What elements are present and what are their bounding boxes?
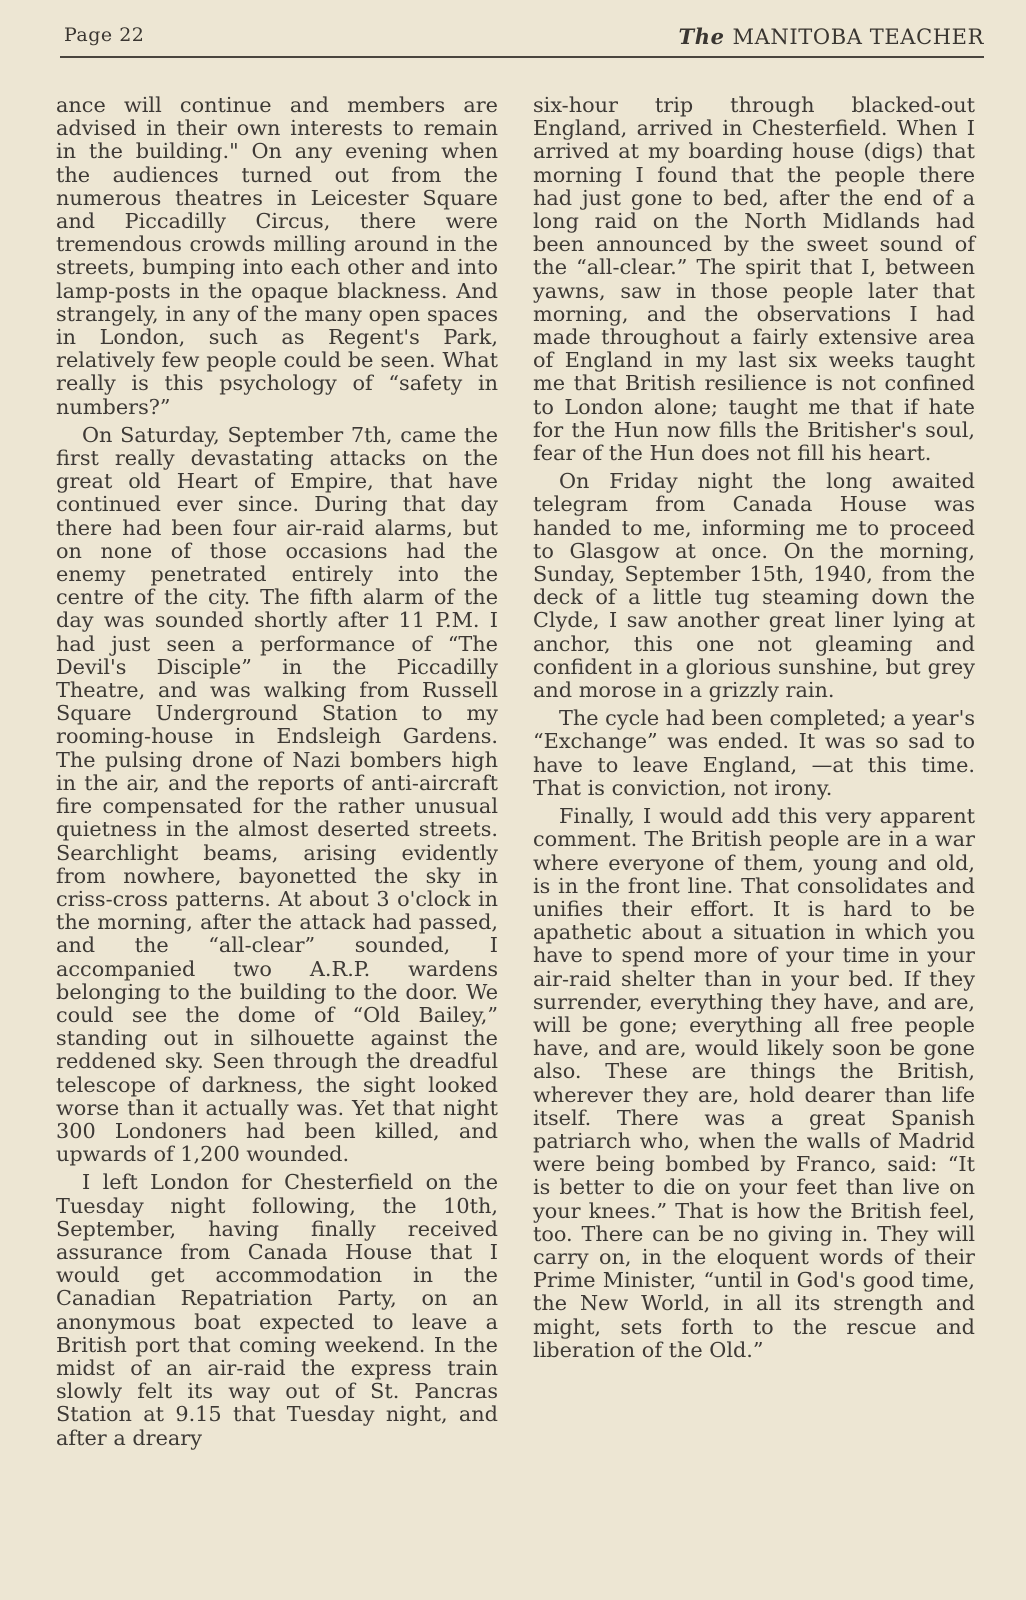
header-rule	[60, 56, 984, 58]
right-column	[533, 94, 975, 1362]
publication-title-article: The	[678, 24, 725, 49]
left-column	[56, 94, 498, 1450]
paragraph: On Friday night the long awaited telegram from Canada House was handed to me, informing me to proceed to Glasgow at once. On the morning, Sunday, September 15th, 1940, from the deck of a little tug steaming down the Clyde, I saw another great liner lying at anchor, this one not gleaming and confident in a glorious sunshine, but grey and morose in a grizzly rain.	[533, 469, 975, 703]
publication-title-name: MANITOBA TEACHER	[732, 25, 984, 49]
paragraph: Finally, I would add this very apparent comment. The British people are in a war where everyone of them, young and old, is in the front line. That consolidates and unifies their effort. It is hard to be apathetic about a situation in which you have to spend more of your time in your air-raid shelter than in your bed. If they surrender, everything they have, and are, will be gone; everything all free people have, and are, would likely soon be gone also. These are things the British, wherever they are, hold dearer than life itself. There was a great Spanish patriarch who, when the walls of Madrid were being bombed by Franco, said: “It is better to die on your feet than live on your knees.” That is how the British feel, too. There can be no giving in. They will carry on, in the eloquent words of their Prime Minister, “until in God's good time, the New World, in all its strength and might, sets forth to the rescue and liberation of the Old.”	[533, 804, 975, 1362]
paragraph: On Saturday, September 7th, came the first really devastating attacks on the great old Heart of Empire, that have continued ever since. During that day there had been four air-raid alarms, but on none of those occasions had the enemy penetrated entirely into the centre of the city. The fifth alarm of the day was sounded shortly after 11 P.M. I had just seen a performance of “The Devil's Disciple” in the Piccadilly Theatre, and was walking from Russell Square Underground Station to my rooming-house in Endsleigh Gardens. The pulsing drone of Nazi bombers high in the air, and the reports of anti-aircraft fire compensated for the rather unusual quietness in the almost deserted streets. Searchlight beams, arising evidently from nowhere, bayonetted the sky in criss-cross patterns. At about 3 o'clock in the morning, after the attack had passed, and the “all-clear” sounded, I accompanied two A.R.P. wardens belonging to the building to the door. We could see the dome of “Old Bailey,” standing out in silhouette against the reddened sky. Seen through the dreadful telescope of darkness, the sight looked worse than it actually was. Yet that night 300 Londoners had been killed, and upwards of 1,200 wounded.	[56, 422, 498, 1167]
paragraph: I left London for Chesterfield on the Tuesday night following, the 10th, September, having finally received assurance from Canada House that I would get accommodation in the Canadian Repatriation Party, on an anonymous boat expected to leave a British port that coming weekend. In the midst of an air-raid the express train slowly felt its way out of St. Pancras Station at 9.15 that Tuesday night, and after a dreary	[56, 1170, 498, 1450]
page-header	[62, 24, 984, 56]
paragraph: ance will continue and members are advised in their own interests to remain in the building." On any evening when the audiences turned out from the numerous theatres in Leicester Square and Piccadilly Circus, there were tremendous crowds milling around in the streets, bumping into each other and into lamp-posts in the opaque blackness. And strangely, in any of the many open spaces in London, such as Regent's Park, relatively few people could be seen. What really is this psychology of “safety in numbers?”	[56, 93, 498, 419]
page-number: Page 22	[64, 24, 145, 46]
publication-title	[678, 24, 984, 49]
paragraph: six-hour trip through blacked-out England, arrived in Chesterfield. When I arrived at my boarding house (digs) that morning I found that the people there had just gone to bed, after the end of a long raid on the North Midlands had been announced by the sweet sound of the “all-clear.” The spirit that I, between yawns, saw in those people later that morning, and the observations I had made throughout a fairly extensive area of England in my last six weeks taught me that British resilience is not confined to London alone; taught me that if hate for the Hun now fills the Britisher's soul, fear of the Hun does not fill his heart.	[533, 93, 975, 466]
paragraph: The cycle had been completed; a year's “Exchange” was ended. It was so sad to have to leave England, —at this time. That is conviction, not irony.	[533, 706, 975, 800]
